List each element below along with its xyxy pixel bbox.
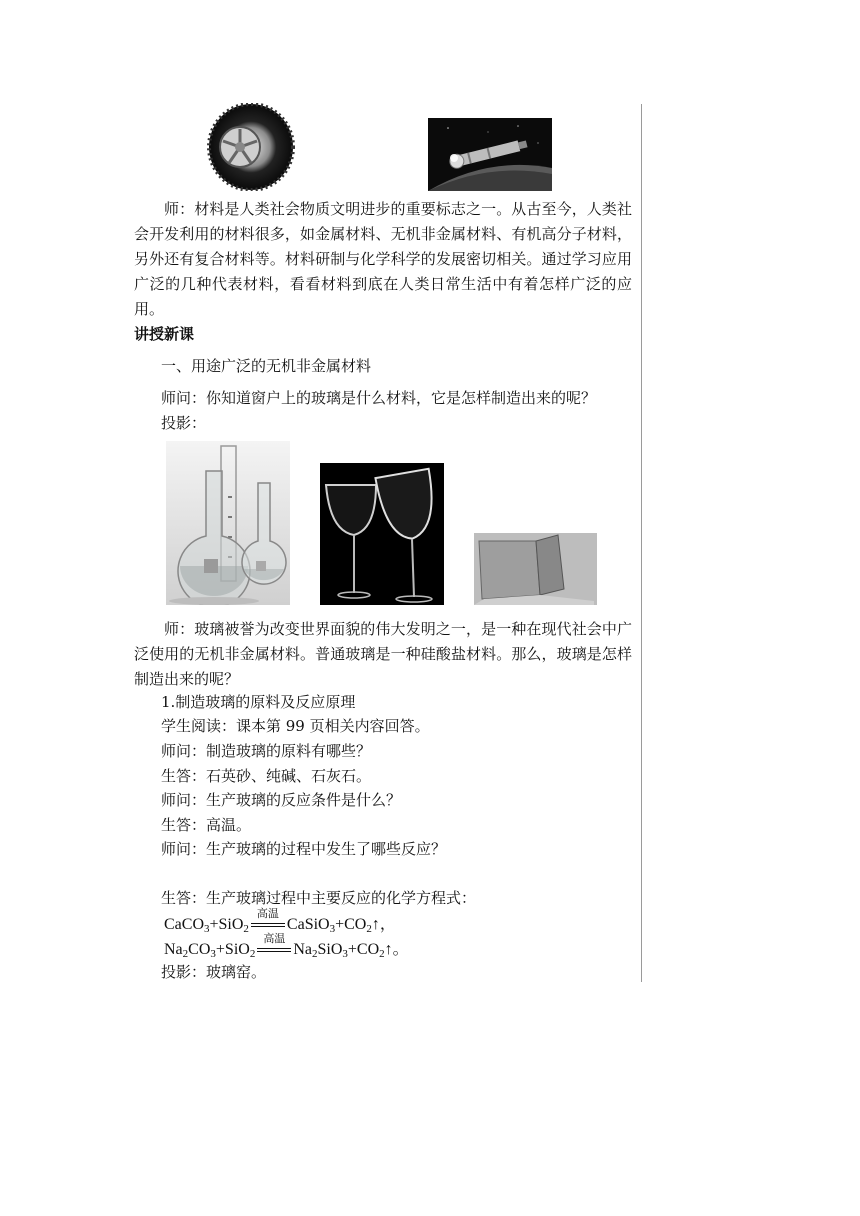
intro-paragraph: 师：材料是人类社会物质文明进步的重要标志之一。从古至今，人类社会开发利用的材料很多，如金属材料、无机非金属材料、有机高分子材料，另外还有复合材料等。材料研制与化学科学的发展密切相关。通过学习应用广泛的几种代表材料，看看材料到底在人类日常生活中有着怎样广泛的应用。 (134, 200, 632, 318)
projection-label: 投影： (161, 414, 207, 432)
answer-reactions: 生答：生产玻璃过程中主要反应的化学方程式： (161, 889, 477, 907)
answer-conditions: 生答：高温。 (161, 816, 252, 834)
reaction-condition-arrow: 高温 (249, 911, 287, 931)
projection-kiln: 投影：玻璃窑。 (161, 963, 267, 981)
section-heading: 讲授新课 (134, 325, 195, 343)
reaction-condition-arrow: 高温 (255, 936, 293, 956)
glass-pane-image (474, 533, 597, 605)
spacecraft-image (428, 118, 552, 191)
sub-heading: 一、用途广泛的无机非金属材料 (161, 357, 372, 375)
item-1-heading: 1.制造玻璃的原料及反应原理 (161, 693, 356, 711)
student-reading: 学生阅读：课本第 99 页相关内容回答。 (161, 717, 430, 735)
margin-rule (641, 104, 642, 982)
equation-2: $Na_2CO_3+SiO_2$ 高温 $Na_2SiO_3+CO_2↑$。 (164, 932, 409, 960)
flasks-image (166, 441, 290, 605)
equation-1: CaCO$_3$+SiO$_2$ 高温 $CaSiO_3+CO_2↑$， (164, 907, 396, 935)
teacher-question-1: 师问：你知道窗户上的玻璃是什么材料，它是怎样制造出来的呢？ (161, 389, 597, 407)
answer-raw-materials: 生答：石英砂、纯碱、石灰石。 (161, 767, 372, 785)
question-reactions: 师问：生产玻璃的过程中发生了哪些反应？ (161, 840, 447, 858)
question-conditions: 师问：生产玻璃的反应条件是什么？ (161, 791, 402, 809)
tire-image (207, 103, 295, 191)
glass-paragraph: 师：玻璃被誉为改变世界面貌的伟大发明之一，是一种在现代社会中广泛使用的无机非金属材料。普通玻璃是一种硅酸盐材料。那么，玻璃是怎样制造出来的呢？ (134, 620, 632, 688)
question-raw-materials: 师问：制造玻璃的原料有哪些？ (161, 742, 372, 760)
wine-glasses-image (320, 463, 444, 605)
